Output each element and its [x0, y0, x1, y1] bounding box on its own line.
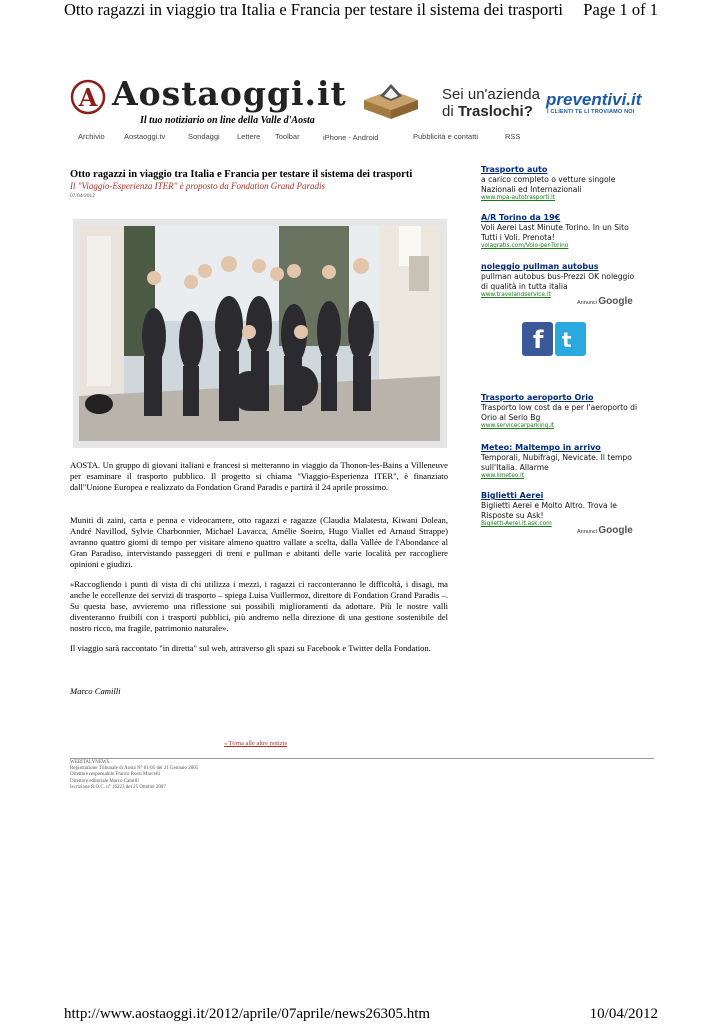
banner-brand-sub: I CLIENTI TE LI TROVIAMO NOI — [547, 109, 635, 115]
ad-text: Biglietti Aerei e Molto Altro. Trova le Risposte su Ask! — [481, 501, 617, 520]
banner-question[interactable] — [442, 86, 540, 120]
nav-lettere[interactable]: Lettere — [237, 132, 261, 141]
moving-box-icon[interactable] — [360, 82, 422, 120]
nav-iphone-android[interactable]: iPhone - Android — [323, 133, 379, 142]
ad-url[interactable]: www.travelandservice.it — [481, 292, 551, 299]
ad-block[interactable] — [481, 393, 641, 430]
ad-block[interactable] — [481, 262, 641, 299]
ad-text: pullman autobus bus-Prezzi OK noleggio di qualità in tutta italia — [481, 272, 635, 291]
legal-line: Direttore responsabile Franco Rossi Marcelli — [70, 772, 160, 778]
ad-text: Trasporto low cost da e per l'aeroporto di Orio al Serio Bg — [481, 403, 638, 422]
back-to-news-link[interactable]: « Torna alle altre notizie — [224, 740, 288, 747]
ad-url[interactable]: www.mpa-autotrasporti.it — [481, 195, 555, 202]
svg-text:A: A — [78, 83, 98, 112]
ad-url[interactable]: www.servicecarparking.it — [481, 423, 555, 430]
ad-block[interactable] — [481, 213, 641, 250]
facebook-icon[interactable] — [522, 322, 553, 356]
print-footer-url: http://www.aostaoggi.it/2012/aprile/07aprile/news26305.htm — [64, 1006, 431, 1022]
site-tagline: Il tuo notiziario on line della Valle d'Aosta — [140, 115, 315, 126]
twitter-icon[interactable] — [555, 322, 586, 356]
ad-text: a carico completo o vetture singole Nazionali ed Internazionali — [481, 175, 616, 194]
ad-title[interactable]: A/R Torino da 19€ — [481, 213, 561, 222]
banner-line2 — [442, 103, 540, 120]
twitter-glyph: t — [562, 328, 572, 352]
banner-line2-prefix: di — [442, 103, 458, 120]
ad-block[interactable] — [481, 165, 641, 202]
footer-divider — [70, 758, 654, 759]
site-logo-icon[interactable] — [70, 79, 106, 115]
adsense-label[interactable] — [577, 296, 633, 307]
article-date: 07/04/2012 — [70, 193, 96, 199]
legal-line: Direttore editoriale Marco Camilli — [70, 778, 139, 784]
ad-block[interactable] — [481, 443, 641, 480]
banner-line2-bold: Traslochi? — [457, 103, 533, 120]
article-paragraph: «Raccogliendo i punti di vista di chi utilizza i mezzi, i ragazzi ci racconteranno le difficoltà, i disagi, ma anche le eccellenze dei servizi di trasporto – spiega Luisa Vuillermoz, direttore di Fondation Grand Paradis –. Su questa base, avvieremo una riflessione sui possibili miglioramenti da adottare. Più le nostre valli diventeranno fruibili con i trasporti pubblici, più andremo nella direzione di una gestione sostenibile del nostro ricco, ma fragile, patrimonio naturale». — [70, 579, 448, 634]
article-paragraph: Muniti di zaini, carta e penna e videocamere, otto ragazzi e ragazze (Claudia Malatesta, Kiwani Dolean, André Navillod, Sylvie Charbonnier, Michael Lavacca, Amélie Soeiro, Hugo Viallet ed Arnaud Strappe) avranno quattro giorni di tempo per visitare almeno quattro vallate a scelta, dalla Vallée de l'Abondance al Gran Paradiso, intervistando passeggeri di treni e pullman e abitanti delle varie località per raccogliere opinioni e giudizi. — [70, 515, 448, 570]
nav-archivio[interactable]: Archivio — [78, 132, 105, 141]
nav-sondaggi[interactable]: Sondaggi — [188, 132, 220, 141]
ad-text: Voli Aerei Last Minute Torino. In un Sito Tutti i Voli. Prenota! — [481, 223, 629, 242]
ad-title[interactable]: Trasporto auto — [481, 165, 548, 174]
article-photo — [79, 226, 440, 441]
ad-title[interactable]: Meteo: Maltempo in arrivo — [481, 443, 601, 452]
article-author: Marco Camilli — [70, 686, 121, 696]
adsense-prefix: Annunci — [577, 529, 599, 535]
nav-rss[interactable]: RSS — [505, 132, 521, 141]
adsense-brand: Google — [598, 296, 633, 307]
ad-title[interactable]: Biglietti Aerei — [481, 491, 544, 500]
legal-line: Iscrizione R.O.C. n° 16223 del 25 Ottobre 2007 — [70, 784, 166, 790]
ad-url[interactable]: volagratis.com/Volo-per-Torino — [481, 243, 569, 250]
legal-info — [70, 760, 198, 791]
adsense-prefix: Annunci — [577, 300, 599, 306]
print-page-label: Page 1 of 1 — [583, 0, 658, 19]
nav-toolbar[interactable]: Toolbar — [275, 132, 300, 141]
article-subtitle: Il "Viaggio-Esperienza ITER" è proposto da Fondation Grand Paradis — [70, 181, 326, 191]
banner-brand[interactable]: preventivi.it — [546, 90, 642, 109]
nav-pubblicita-contatti[interactable]: Pubblicità e contatti — [413, 132, 479, 141]
article-paragraph: Il viaggio sarà raccontato "in diretta" sul web, attraverso gli spazi su Facebook e Twitter della Fondation. — [70, 643, 431, 653]
ad-title[interactable]: noleggio pullman autobus — [481, 262, 599, 271]
legal-line: WEBITALYNEWS — [70, 760, 110, 765]
article-title: Otto ragazzi in viaggio tra Italia e Francia per testare il sistema dei trasporti — [70, 169, 413, 180]
legal-line: Registrazione Tribunale di Aosta N° 01/05 del 21 Gennaio 2005 — [70, 766, 199, 772]
nav-aostaoggi-tv[interactable]: Aostaoggi.tv — [124, 132, 166, 141]
ad-url[interactable]: Biglietti-Aerei.it.ask.com — [481, 521, 552, 528]
adsense-brand: Google — [598, 525, 633, 536]
banner-line1: Sei un'azienda — [442, 86, 540, 103]
article-paragraph: AOSTA. Un gruppo di giovani italiani e francesi si metteranno in viaggio da Thonon-les-Bains a Villeneuve per esaminare il trasporto pubblico. Il progetto si chiama "Viaggio-Esperienza ITER", è finanziato dall"Unione Europea e realizzato da Fondation Grand Paradis e partirà il 24 aprile prossimo. — [70, 460, 448, 493]
ad-title[interactable]: Trasporto aeroporto Orio — [481, 393, 594, 402]
ad-text: Temporali, Nubifragi, Nevicate. Il tempo sull'Italia. Allarme — [481, 453, 632, 472]
print-footer-date: 10/04/2012 — [589, 1006, 658, 1022]
ad-block[interactable] — [481, 491, 641, 528]
print-header-title: Otto ragazzi in viaggio tra Italia e Francia per testare il sistema dei trasporti — [64, 0, 563, 19]
ad-url[interactable]: www.ilmeteo.it — [481, 473, 524, 480]
facebook-glyph: f — [533, 326, 544, 354]
site-logo-text[interactable]: Aostaoggi.it — [112, 74, 347, 113]
adsense-label[interactable] — [577, 525, 633, 536]
